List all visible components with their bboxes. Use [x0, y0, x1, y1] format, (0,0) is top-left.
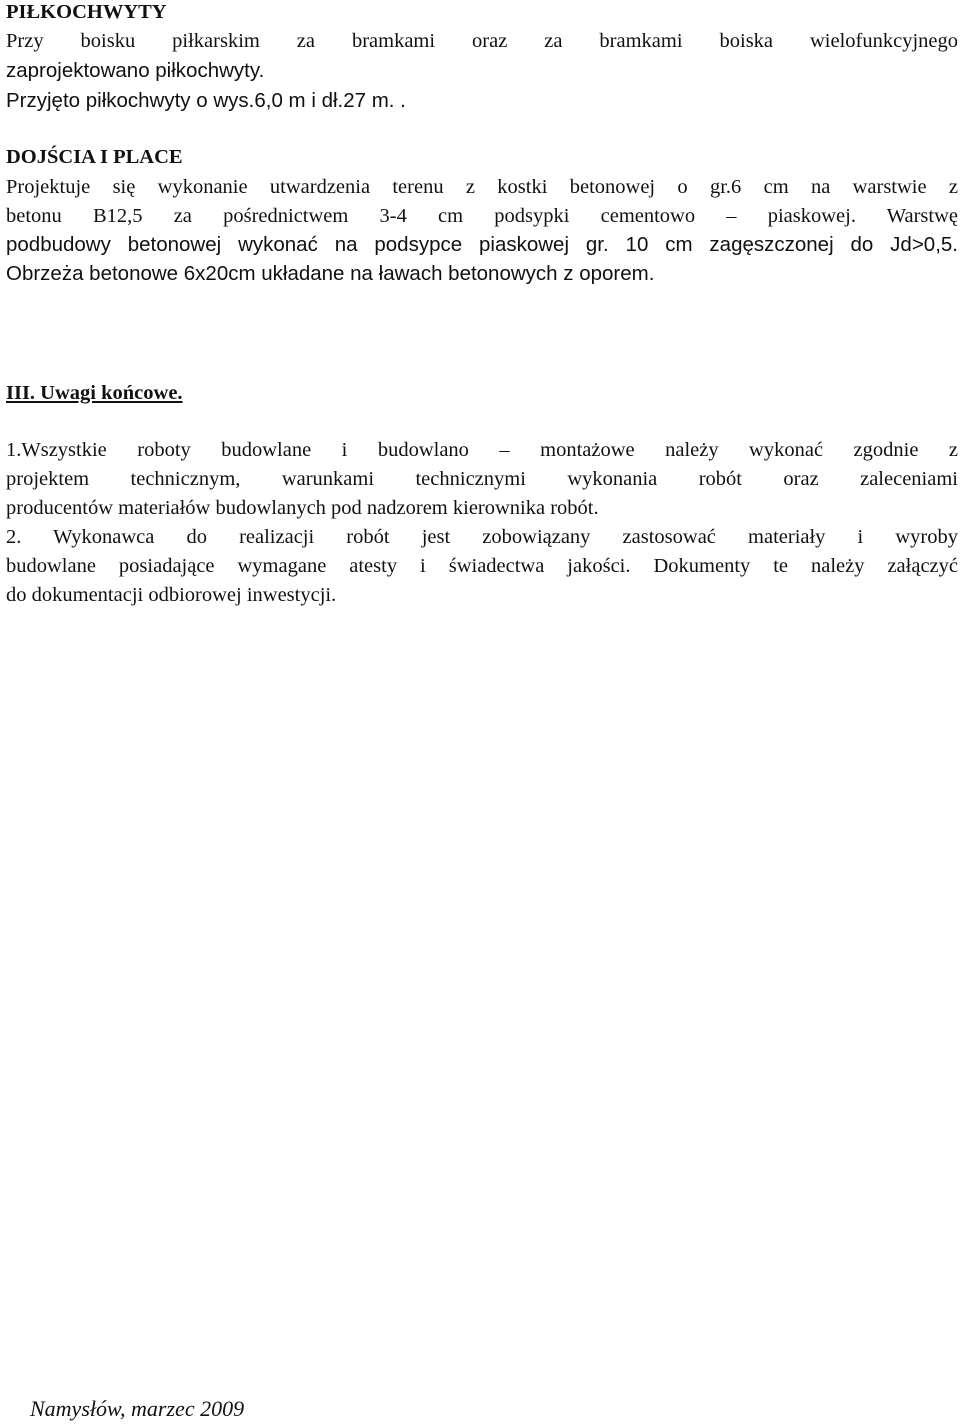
- paragraph-line: Projektuje się wykonanie utwardzenia terenu z kostki betonowej o gr.6 cm na warstwie z: [6, 176, 958, 198]
- heading-uwagi-koncowe: III. Uwagi końcowe.: [6, 382, 183, 404]
- heading-dojscia-i-place: DOJŚCIA I PLACE: [6, 146, 183, 168]
- list-item-line: 2. Wykonawca do realizacji robót jest zobowiązany zastosować materiały i wyroby: [6, 526, 958, 548]
- list-item-line: projektem technicznym, warunkami technicznymi wykonania robót oraz zaleceniami: [6, 468, 958, 490]
- list-item-line: producentów materiałów budowlanych pod nadzorem kierownika robót.: [6, 497, 599, 519]
- place-and-date: Namysłów, marzec 2009: [30, 1396, 245, 1421]
- paragraph-line: Przyjęto piłkochwyty o wys.6,0 m i dł.27 m. .: [6, 89, 406, 112]
- paragraph-line: betonu B12,5 za pośrednictwem 3-4 cm podsypki cementowo – piaskowej. Warstwę: [6, 205, 958, 227]
- list-item-line: 1.Wszystkie roboty budowlane i budowlano – montażowe należy wykonać zgodnie z: [6, 439, 958, 461]
- heading-pilkochwyty: PIŁKOCHWYTY: [6, 1, 167, 23]
- list-item-line: budowlane posiadające wymagane atesty i świadectwa jakości. Dokumenty te należy załączyć: [6, 555, 958, 577]
- paragraph-line: Obrzeża betonowe 6x20cm układane na ławach betonowych z oporem.: [6, 262, 655, 285]
- list-item-line: do dokumentacji odbiorowej inwestycji.: [6, 584, 337, 606]
- paragraph-line: zaprojektowano piłkochwyty.: [6, 59, 265, 82]
- paragraph-line: podbudowy betonowej wykonać na podsypce piaskowej gr. 10 cm zagęszczonej do Jd>0,5.: [6, 233, 958, 256]
- paragraph-line: Przy boisku piłkarskim za bramkami oraz za bramkami boiska wielofunkcyjnego: [6, 30, 958, 52]
